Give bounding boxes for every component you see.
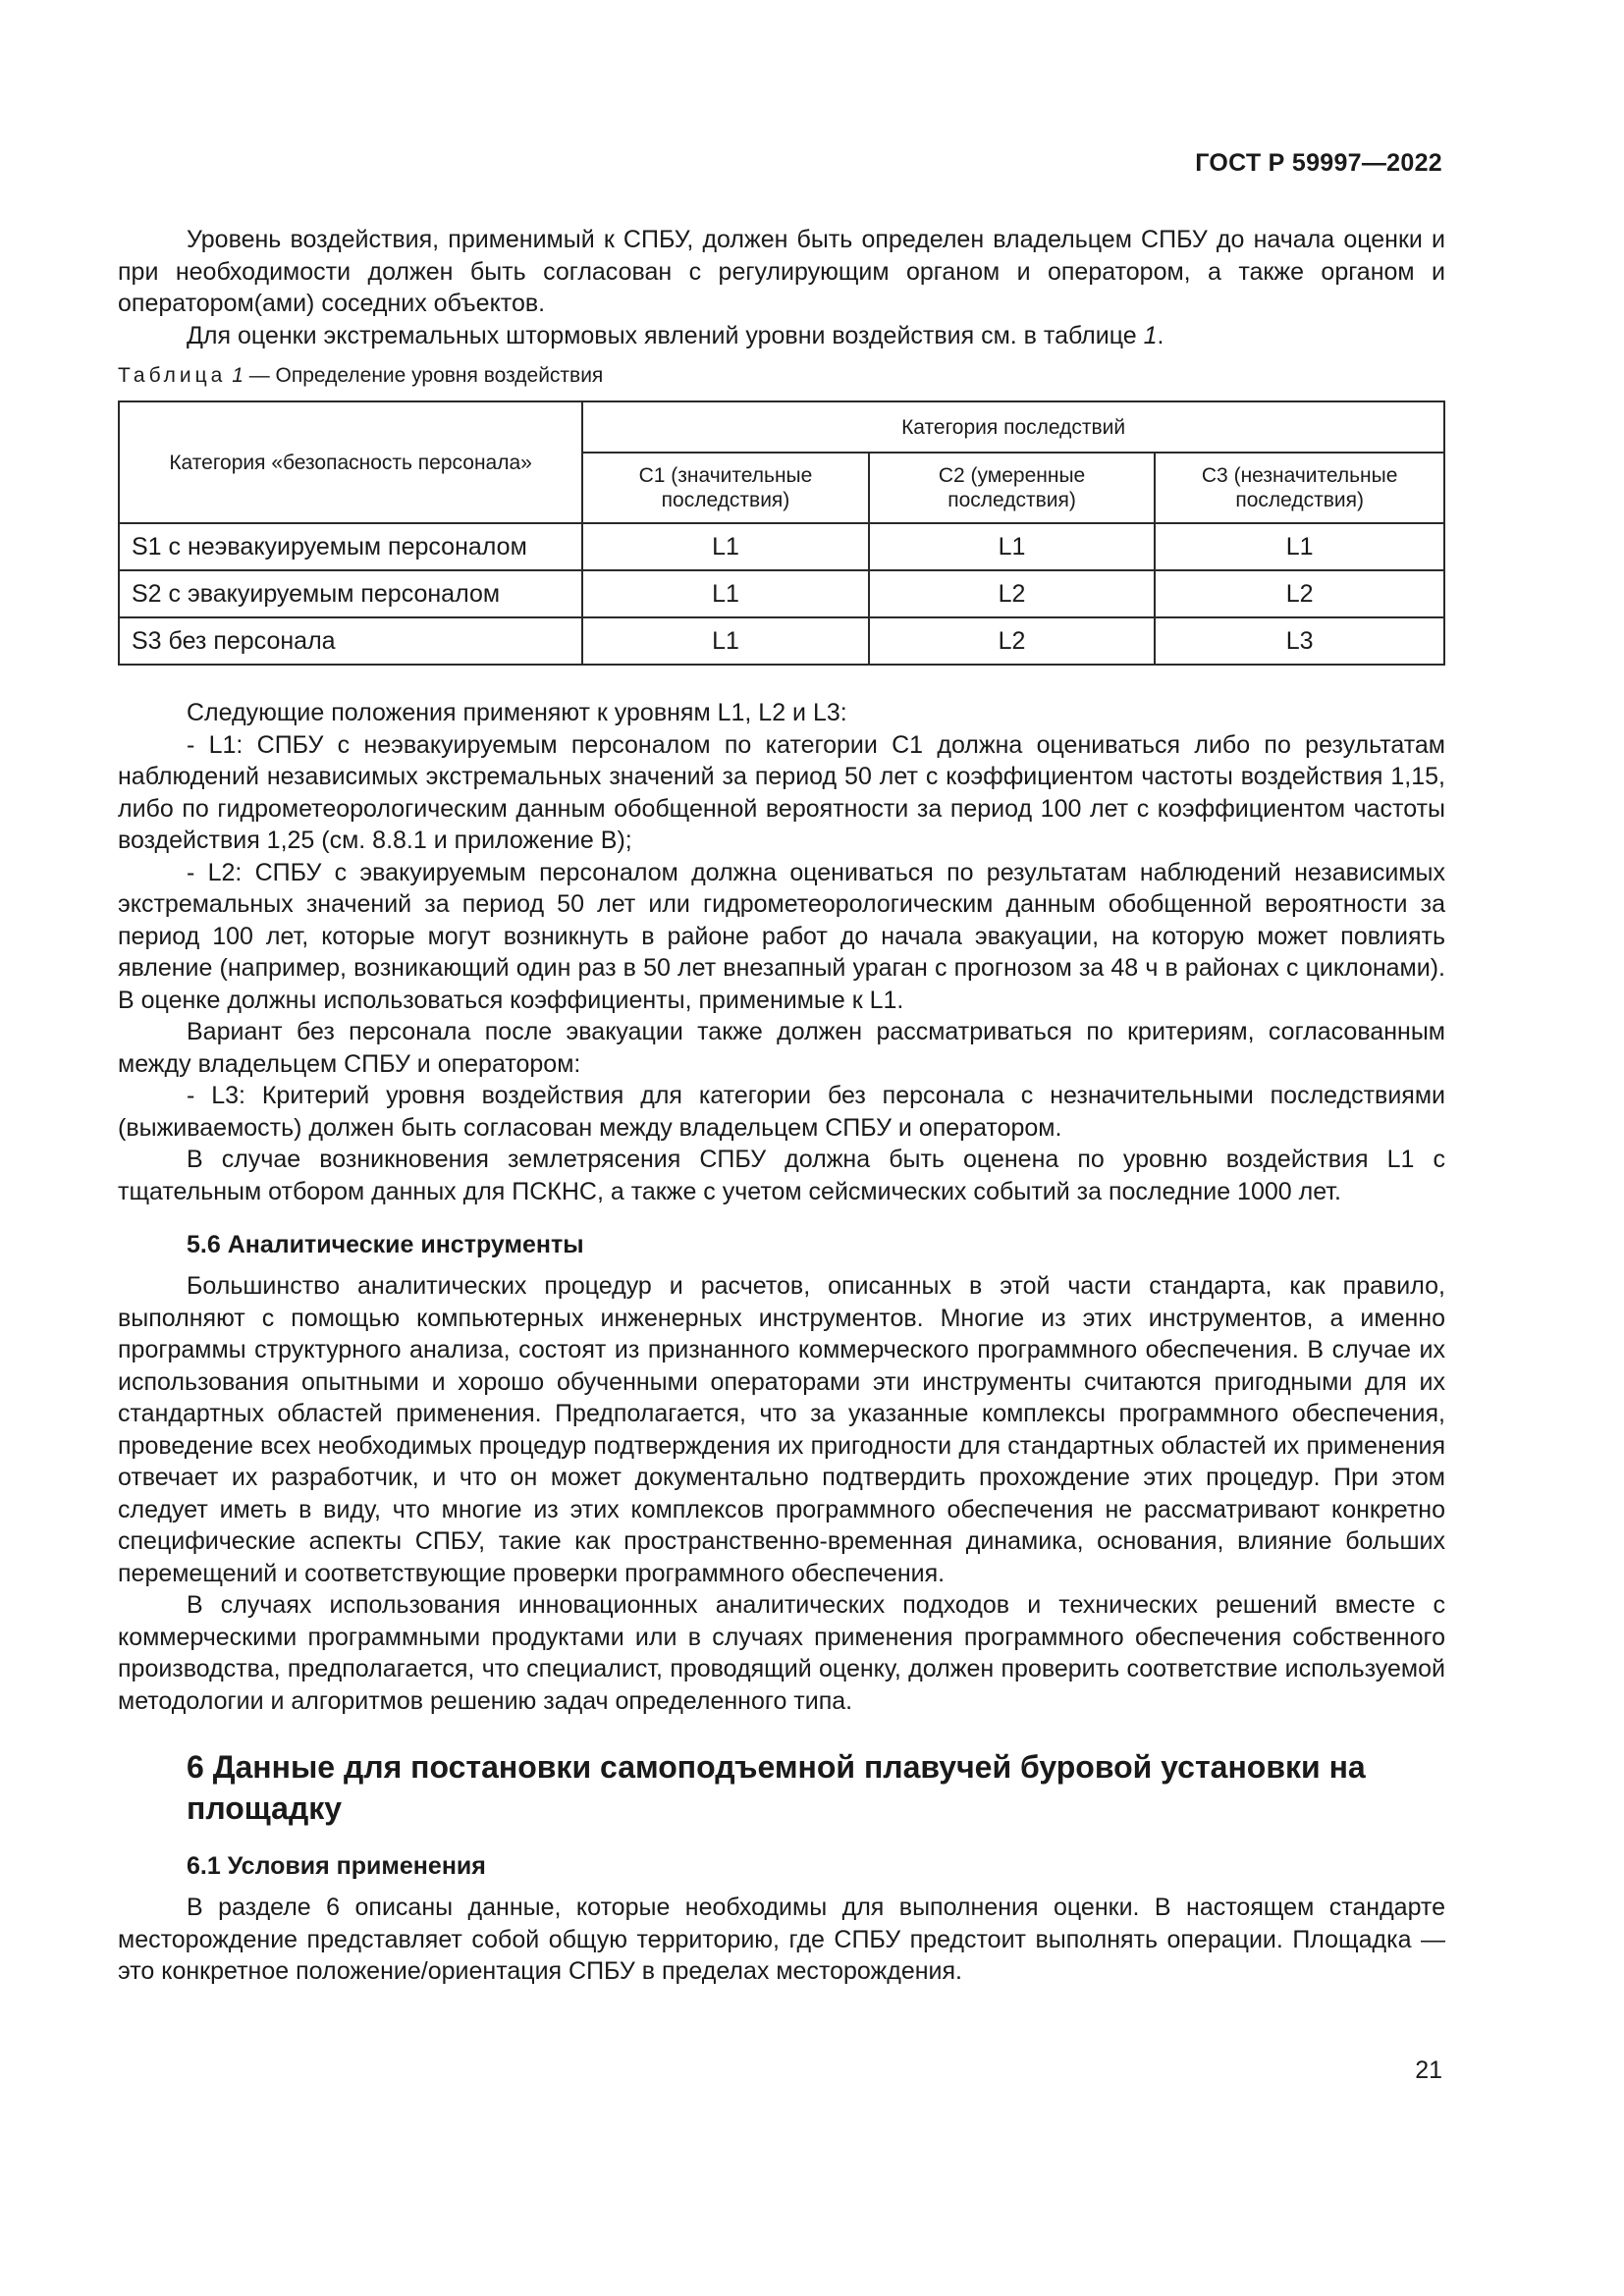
table-caption-label: Таблица — [118, 364, 227, 387]
section-5-6-paragraph-1: Большинство аналитических процедур и расчетов, описанных в этой части стандарта, как правило, выполняют с помощью компьютерных инженерных инструментов. Многие из этих инструментов, а именно программы структурного анализа, состоят из признанного коммерческого программного обеспечения. В случае их использования опытными и хорошо обученными операторами эти инструменты считаются пригодными для их стандартных областей применения. Предполагается, что за указанные комплексы программного обеспечения, проведение всех необходимых процедур подтверждения их пригодности для стандартных областей их применения отвечает их разработчик, и что он может документально подтвердить прохождение этих процедур. При этом следует иметь в виду, что многие из этих комплексов программного обеспечения не рассматривают конкретно специфические аспекты СПБУ, такие как пространственно-временная динамика, основания, влияние больших перемещений и соответствующие проверки программного обеспечения. — [118, 1272, 1445, 1587]
table-caption — [118, 361, 1445, 391]
no-personnel-variant: Вариант без персонала после эвакуации также должен рассматриваться по критериям, согласованным между владельцем СПБУ и оператором: — [118, 1018, 1445, 1078]
table-cell: L2 — [869, 617, 1156, 665]
intro-paragraph-1: Уровень воздействия, применимый к СПБУ, должен быть определен владельцем СПБУ до начала оценки и при необходимости должен быть согласован с регулирующим органом и оператором, а также органом и оператором(ами) соседних объектов. — [118, 226, 1445, 317]
table-header-row-1 — [119, 401, 1444, 453]
header-column-c3: С3 (незначительные последствия) — [1155, 453, 1444, 523]
page-number: 21 — [1415, 2056, 1442, 2084]
level-l3-description: - L3: Критерий уровня воздействия для категории без персонала с незначительными последствиями (выживаемость) должен быть согласован между владельцем СПБУ и оператором. — [118, 1082, 1445, 1142]
section-5-6-paragraph-2: В случаях использования инновационных аналитических подходов и технических решений вместе с коммерческими программными продуктами или в случаях применения программного обеспечения собственного производства, предполагается, что специалист, проводящий оценку, должен проверить соответствие используемой методологии и алгоритмов решению задач определенного типа. — [118, 1591, 1445, 1715]
row-label: S2 с эвакуируемым персоналом — [119, 570, 582, 617]
intro-paragraph-2 — [118, 320, 1445, 352]
table-cell: L2 — [869, 570, 1156, 617]
earthquake-paragraph: В случае возникновения землетрясения СПБУ должна быть оценена по уровню воздействия L1 с тщательным отбором данных для ПСКНС, а также с учетом сейсмических событий за последние 1000 лет. — [118, 1146, 1445, 1205]
section-6-heading: 6 Данные для постановки самоподъемной плавучей буровой установки на площадку — [187, 1749, 1366, 1826]
table-cell: L2 — [1155, 570, 1444, 617]
row-label: S1 с неэвакуируемым персоналом — [119, 523, 582, 570]
table-row — [119, 617, 1444, 665]
table-cell: L1 — [582, 523, 869, 570]
table-cell: L1 — [869, 523, 1156, 570]
level-l1-description: - L1: СПБУ с неэвакуируемым персоналом по категории С1 должна оцениваться либо по результатам наблюдений независимых экстремальных значений за период 50 лет с коэффициентом частоты воздействия 1,15, либо по гидрометеорологическим данным обобщенной вероятности за период 100 лет с коэффициентом частоты воздействия 1,25 (см. 8.8.1 и приложение В); — [118, 730, 1445, 854]
section-6-1-paragraph-1: В разделе 6 описаны данные, которые необходимы для выполнения оценки. В настоящем стандарте месторождение представляет собой общую территорию, где СПБУ предстоит выполнять операции. Площадка — это конкретное положение/ориентация СПБУ в пределах месторождения. — [118, 1894, 1445, 1985]
section-6-1-heading: 6.1 Условия применения — [187, 1852, 486, 1880]
intro-paragraph-2-end: . — [1157, 321, 1164, 349]
header-column-c1: С1 (значительные последствия) — [582, 453, 869, 523]
table-caption-number: 1 — [232, 364, 244, 387]
document-header: ГОСТ Р 59997—2022 — [1195, 149, 1442, 177]
level-l2-description: - L2: СПБУ с эвакуируемым персоналом должна оцениваться по результатам наблюдений независимых экстремальных значений за период 50 лет или гидрометеорологическим данным обобщенной вероятности за период 100 лет, которые могут возникнуть в районе работ до начала эвакуации, на которую может повлиять явление (например, возникающий один раз в 50 лет внезапный ураган с прогнозом за 48 ч в районах с циклонами). В оценке должны использоваться коэффициенты, применимые к L1. — [118, 858, 1445, 1014]
header-personnel-category: Категория «безопасность персонала» — [119, 401, 582, 523]
impact-level-table — [118, 400, 1445, 666]
levels-intro: Следующие положения применяют к уровням L1, L2 и L3: — [187, 699, 847, 726]
table-row — [119, 570, 1444, 617]
table-cell: L1 — [582, 617, 869, 665]
section-5-6-heading: 5.6 Аналитические инструменты — [187, 1231, 584, 1258]
table-cell: L1 — [1155, 523, 1444, 570]
table-cell: L3 — [1155, 617, 1444, 665]
page-content — [118, 224, 1445, 1988]
header-consequence-category: Категория последствий — [582, 401, 1444, 453]
row-label: S3 без персонала — [119, 617, 582, 665]
table-row — [119, 523, 1444, 570]
intro-paragraph-2-text: Для оценки экстремальных штормовых явлений уровни воздействия см. в таблице — [187, 321, 1144, 349]
header-column-c2: С2 (умеренные последствия) — [869, 453, 1156, 523]
table-cell: L1 — [582, 570, 869, 617]
table-caption-text: — Определение уровня воздействия — [243, 364, 604, 387]
table-reference: 1 — [1143, 321, 1158, 349]
